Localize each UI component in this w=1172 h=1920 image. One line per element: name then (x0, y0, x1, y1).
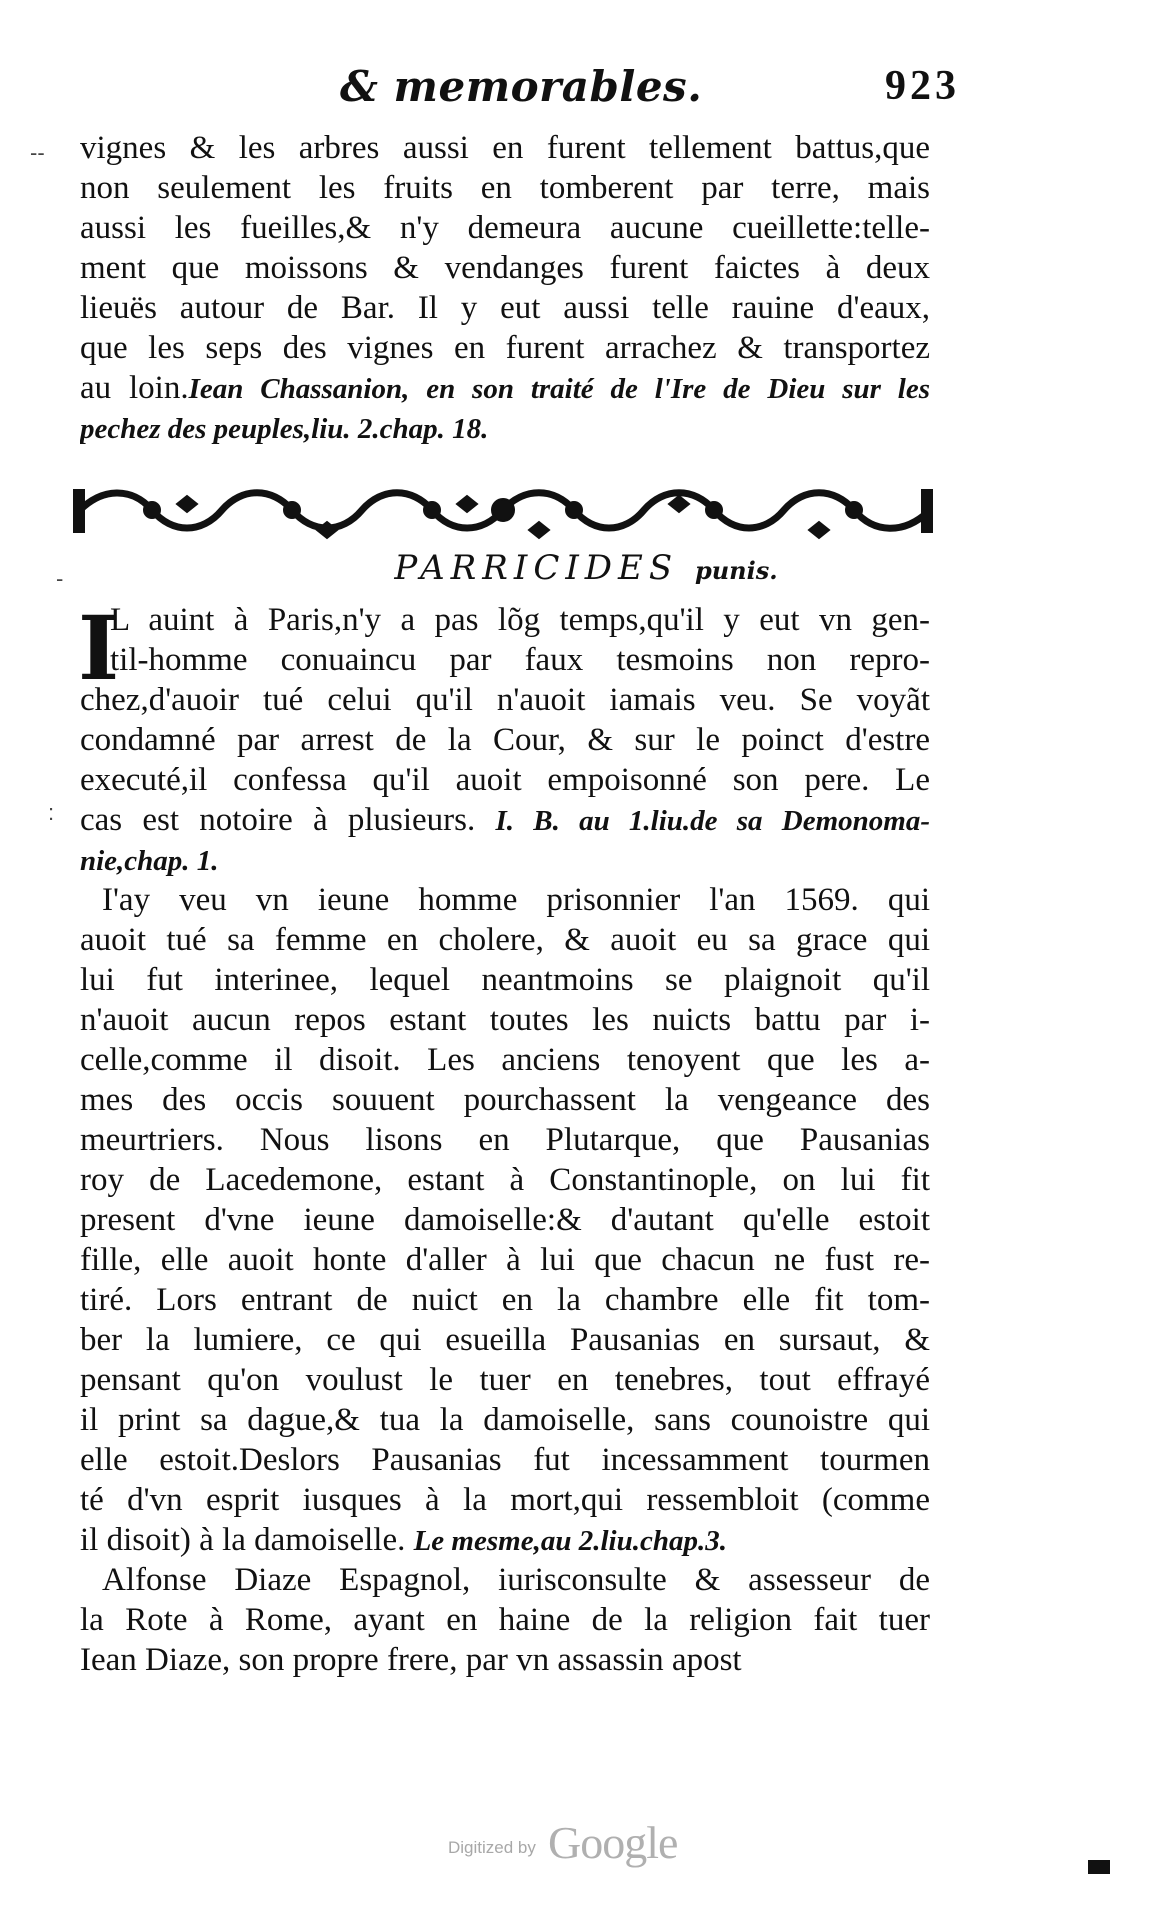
running-head: & memorables. (340, 62, 703, 111)
text-line: meurtriers. Nous lisons en Plutarque, que Pausanias (80, 1122, 930, 1158)
watermark-logo-text: Google (548, 1817, 678, 1868)
text-line: chez,d'auoir tué celui qu'il n'auoit iamais veu. Se voyãt (80, 682, 930, 718)
paragraph-hail-storm (80, 128, 930, 448)
text-line: mes des occis souuent pourchassent la vengeance des (80, 1082, 930, 1118)
text-line: condamné par arrest de la Cour, & sur le poinct d'estre (80, 722, 930, 758)
text-line: auoit tué sa femme en cholere, & auoit eu sa grace qui (80, 922, 930, 958)
text-line: celle,comme il disoit. Les anciens tenoyent que les a- (80, 1042, 930, 1078)
text-line-citation (80, 408, 930, 448)
citation-italic: Iean Chassanion, en son traité de l'Ire de Dieu sur les (188, 373, 930, 405)
text-span: cas est notoire à plusieurs. (80, 802, 476, 838)
text-line: Alfonse Diaze Espagnol, iurisconsulte & assesseur de (102, 1562, 930, 1598)
text-line: que les seps des vignes en furent arrachez & transportez (80, 330, 930, 366)
text-line: vignes & les arbres aussi en furent tellement battus,que (80, 130, 930, 166)
citation-italic: Le mesme,au 2.liu.chap.3. (413, 1525, 727, 1557)
text-line: present d'vne ieune damoiselle:& d'autant qu'elle estoit (80, 1202, 930, 1238)
section-title: PARRICIDES (394, 548, 679, 588)
margin-dot-mark: : (48, 800, 55, 825)
section-heading (0, 546, 1172, 593)
text-line: tiré. Lors entrant de nuict en la chambre elle fit tom- (80, 1282, 930, 1318)
text-span: il disoit) à la damoiselle. (80, 1522, 406, 1558)
paragraph-parricide (78, 596, 930, 1680)
margin-dash-mark: - (56, 566, 64, 591)
section-title-suffix: punis. (694, 556, 778, 585)
text-line: L auint à Paris,n'y a pas lõg temps,qu'il y eut vn gen- (110, 602, 930, 638)
text-line: il print sa dague,& tua la damoiselle, sans counoistre qui (80, 1402, 930, 1438)
text-line: roy de Lacedemone, estant à Constantinople, on lui fit (80, 1162, 930, 1198)
text-line: pensant qu'on voulust le tuer en tenebres, tout effrayé (80, 1362, 930, 1398)
text-line: la Rote à Rome, ayant en haine de la religion fait tuer (80, 1602, 930, 1638)
digitized-watermark (448, 1816, 708, 1868)
citation-italic: I. B. au 1.liu.de sa Demonoma- (495, 805, 930, 837)
text-line: fille, elle auoit honte d'aller à lui que chacun ne fust re- (80, 1242, 930, 1278)
text-line-citation (80, 1520, 930, 1560)
page-number: 923 (885, 63, 960, 109)
text-line-citation (80, 800, 930, 840)
text-line: aussi les fueilles,& n'y demeura aucune cueillette:telle- (80, 210, 930, 246)
text-line: til-homme conuaincu par faux tesmoins non repro- (110, 642, 930, 678)
text-line: ber la lumiere, ce qui esueilla Pausanias en sursaut, & (80, 1322, 930, 1358)
text-line: n'auoit aucun repos estant toutes les nuicts battu par i- (80, 1002, 930, 1038)
corner-ink-mark (1088, 1860, 1110, 1874)
text-line-citation (80, 368, 930, 408)
text-line-citation (80, 840, 930, 880)
text-line: ment que moissons & vendanges furent faictes à deux (80, 250, 930, 286)
text-line: non seulement les fruits en tomberent par terre, mais (80, 170, 930, 206)
citation-italic: nie,chap. 1. (80, 845, 219, 877)
text-line: I'ay veu vn ieune homme prisonnier l'an 1569. qui (102, 882, 930, 918)
text-line: lieuës autour de Bar. Il y eut aussi telle rauine d'eaux, (80, 290, 930, 326)
margin-dash-mark: -- (30, 140, 45, 165)
citation-italic: pechez des peuples,liu. 2.chap. 18. (80, 413, 489, 445)
text-line: lui fut interinee, lequel neantmoins se plaignoit qu'il (80, 962, 930, 998)
drop-cap-initial: I (78, 596, 120, 700)
watermark-small-text: Digitized by (448, 1838, 536, 1857)
text-span: au loin. (80, 370, 189, 406)
page-header (300, 62, 960, 122)
ornamental-headpiece (72, 482, 934, 540)
text-line: Iean Diaze, son propre frere, par vn assassin apost (80, 1642, 742, 1678)
text-line: executé,il confessa qu'il auoit empoisonné son pere. Le (80, 762, 930, 798)
text-line: té d'vn esprit iusques à la mort,qui ressembloit (comme (80, 1482, 930, 1518)
text-line: elle estoit.Deslors Pausanias fut incessamment tourmen (80, 1442, 930, 1478)
